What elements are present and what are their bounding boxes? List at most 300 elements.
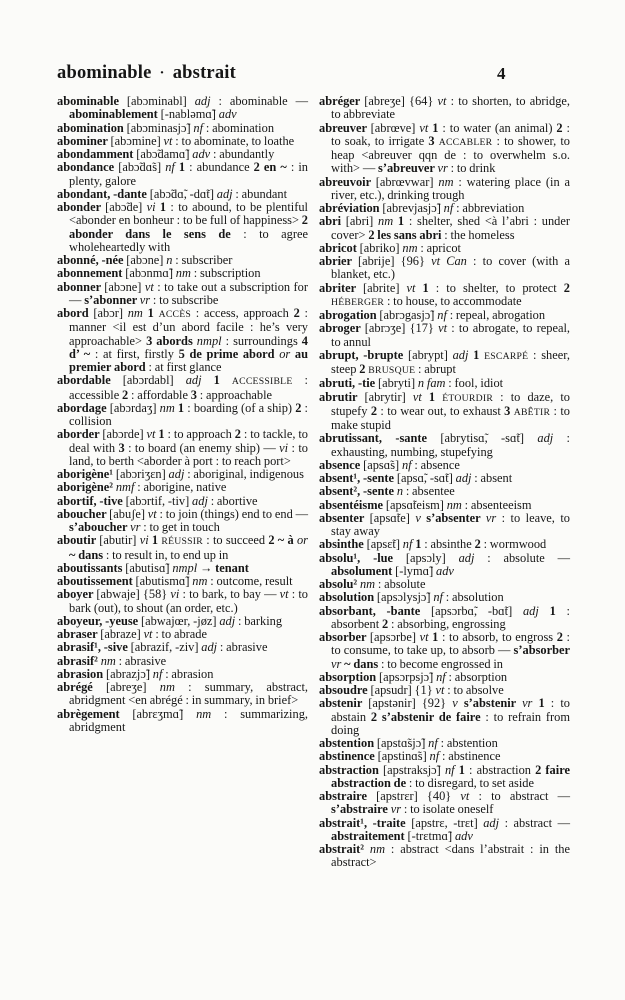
italic-label: nmf: [115, 480, 135, 495]
definition-text: : summary, abstract, abridgment <en abrégé : in summary, in brief>: [69, 680, 308, 708]
dictionary-entry: [57, 655, 308, 668]
bold-text: abrupt, -brupte: [319, 347, 408, 362]
dictionary-entry: [57, 534, 308, 562]
definition-text: [abutisɑ̃]: [125, 560, 173, 575]
definition-text: : to get in touch: [140, 520, 220, 534]
definition-text: : to become engrossed in: [378, 656, 503, 671]
dictionary-entry: [319, 750, 570, 763]
definition-text: : to consume, to take up, to absorb —: [331, 630, 570, 658]
dictionary-entry: [57, 374, 308, 402]
italic-label: nf: [436, 669, 446, 684]
dictionary-entry: [319, 538, 570, 551]
definition-text: [abutismɑ̃]: [135, 574, 193, 588]
bold-text: absentéisme: [319, 497, 386, 512]
definition-text: : to water (an animal): [438, 120, 557, 135]
bold-text: 1: [421, 389, 443, 404]
italic-label: nm: [100, 653, 116, 668]
dictionary-entry: [319, 432, 570, 459]
definition-text: : wormwood: [480, 537, 547, 552]
bold-text: 3: [118, 440, 125, 455]
italic-label: adv: [192, 147, 211, 161]
definition-text: : absence: [411, 457, 460, 472]
column-right: [319, 95, 570, 870]
italic-label: vt: [460, 789, 470, 803]
dictionary-entry: [57, 122, 308, 135]
italic-label: vt: [406, 280, 416, 295]
definition-text: : watering place (in a river, etc.), drinking trough: [331, 174, 570, 202]
definition-text: [abɔne]: [126, 253, 167, 267]
definition-text: : to abrade: [152, 627, 208, 641]
definition-text: : to succeed: [202, 533, 269, 548]
definition-text: [abriko]: [359, 240, 403, 255]
bold-text: 1: [428, 120, 439, 135]
last-guide-word: abstrait: [172, 63, 236, 83]
bold-text: 3: [190, 387, 197, 402]
bold-text: abruti, -tie: [319, 376, 378, 391]
bold-text: abrasion: [57, 666, 106, 681]
definition-text: [abrœve]: [370, 120, 420, 135]
dictionary-entry: [319, 671, 570, 684]
page-number: 4: [497, 64, 506, 83]
italic-label: nf: [443, 201, 454, 215]
dictionary-entry: [57, 307, 308, 374]
dictionary-entry: [319, 322, 570, 349]
definition-text: [apsɔrbe]: [369, 630, 420, 644]
bold-text: au premier abord: [69, 346, 308, 374]
definition-text: [-lymɑ̃]: [395, 563, 437, 578]
definition-text: [abrite]: [362, 280, 407, 295]
dictionary-entry: [319, 176, 570, 203]
definition-text: : abstract <dans l’abstrait : in the abstract>: [331, 842, 570, 870]
definition-text: : accessible: [69, 373, 308, 402]
definition-text: [abwajœr, -jøz]: [140, 613, 220, 628]
bold-text: abominer: [57, 133, 111, 148]
definition-text: [abrije] {96}: [357, 254, 432, 268]
italic-label: vr: [130, 520, 141, 534]
bold-text: absent¹, -sente: [319, 471, 397, 485]
italic-label: nm: [438, 174, 454, 189]
italic-label: adj: [522, 603, 539, 618]
definition-text: [abrazjɔ̃]: [105, 666, 153, 681]
definition-text: : summarizing, abridgment: [69, 706, 308, 734]
synonym-smallcaps: ACCESSIBLE: [231, 376, 293, 388]
definition-text: : in plenty, galore: [69, 160, 308, 188]
definition-text: : abstract —: [499, 815, 570, 830]
definition-text: : to isolate oneself: [401, 802, 494, 817]
italic-label: nf: [401, 457, 412, 472]
dictionary-entry: [319, 737, 570, 750]
italic-label: adj: [537, 431, 554, 446]
definition-text: [abɔrde]: [102, 427, 147, 442]
dictionary-entry: [319, 349, 570, 378]
definition-text: : to disregard, to set aside: [406, 775, 535, 790]
italic-label: vt: [412, 389, 422, 404]
bold-text: 1: [155, 427, 165, 442]
bold-text: s’absorber: [513, 643, 570, 658]
definition-text: : to soak, to irrigate: [331, 120, 570, 148]
italic-label: vt: [435, 683, 445, 697]
bold-text: abonné, -née: [57, 253, 127, 267]
italic-label: vi: [139, 533, 149, 548]
definition-text: [abryti]: [377, 376, 418, 391]
bold-text: abstraction: [319, 762, 384, 777]
dictionary-entry: [319, 282, 570, 310]
dictionary-entry: [319, 485, 570, 498]
italic-label: adj: [194, 94, 211, 108]
bold-text: absorber: [319, 630, 370, 644]
bold-text: 3: [504, 403, 514, 418]
definition-text: [-nabləmɑ̃]: [160, 107, 219, 122]
definition-text: : to board (an enemy ship) —: [124, 440, 280, 455]
definition-text: [apsɔlysjɔ̃]: [376, 590, 434, 605]
italic-label: nf: [165, 160, 175, 175]
bold-text: 1: [468, 347, 485, 362]
definition-text: : aboriginal, indigenous: [184, 467, 304, 481]
bold-text: abrutissant, -sante: [319, 431, 441, 446]
dictionary-entry: [319, 591, 570, 604]
definition-text: : abstinence: [439, 749, 501, 764]
definition-text: [apstrɛr] {40}: [376, 789, 461, 803]
definition-text: : exhausting, numbing, stupefying: [331, 431, 570, 459]
italic-label: or: [279, 346, 291, 361]
definition-text: : to absolve: [444, 683, 504, 697]
bold-text: abonder: [57, 200, 106, 214]
definition-text: [apstraksjɔ̃]: [383, 762, 445, 777]
definition-text: : absorbing, engrossing: [388, 616, 506, 631]
italic-label: v: [452, 696, 458, 711]
definition-text: [abrɛʒmɑ̃]: [132, 706, 197, 721]
definition-text: [abɔ̃dɑ̃s]: [118, 160, 166, 175]
definition-text: [abɔrdaʒ]: [109, 400, 160, 415]
definition-text: [apsɔrpsjɔ̃]: [378, 669, 437, 684]
definition-text: : abundance: [185, 160, 254, 175]
definition-text: : boarding (of a ship): [184, 400, 296, 415]
definition-text: : abrasive: [115, 653, 167, 668]
italic-label: nm: [402, 240, 418, 255]
definition-text: : at first glance: [145, 360, 222, 374]
bold-text: 1: [174, 160, 186, 175]
definition-text: [abɔminabl]: [126, 94, 195, 108]
bold-text: 2: [381, 616, 389, 631]
bold-text: 3: [428, 133, 439, 148]
definition-text: [abɔ̃dɑ̃, -dɑ̃t]: [149, 186, 217, 201]
italic-label: vi: [170, 587, 180, 602]
definition-text: : abortive: [207, 493, 258, 508]
dictionary-entry: [57, 188, 308, 201]
bold-text: abondant, -dante: [57, 186, 150, 201]
definition-text: : approachable: [196, 387, 273, 402]
bold-text: 2: [293, 306, 300, 320]
italic-label: n: [396, 484, 404, 499]
definition-text: : absenteeism: [461, 497, 532, 512]
definition-text: [apsɛ̃t]: [366, 537, 403, 552]
italic-label: n fam: [417, 376, 446, 391]
synonym-smallcaps: ABÊTIR: [513, 406, 551, 418]
dictionary-entry: [319, 697, 570, 737]
definition-text: : absent: [471, 471, 513, 485]
dictionary-entry: [319, 202, 570, 215]
italic-label: nf: [433, 590, 443, 605]
dictionary-entry: [57, 615, 308, 628]
bold-text: abordage: [57, 400, 110, 415]
bold-text: abri: [319, 214, 346, 229]
dictionary-entry: [319, 512, 570, 539]
definition-text: [abrɔʒe] {17}: [364, 321, 439, 336]
definition-text: : to bark, to bay —: [179, 587, 280, 602]
definition-text: [apsɑ̃s]: [363, 457, 402, 472]
definition-text: [abrazif, -ziv]: [130, 640, 202, 655]
italic-label: adj: [455, 471, 472, 485]
italic-label: adj: [168, 467, 185, 481]
definition-text: : absinthe: [421, 537, 475, 552]
dictionary-entry: [57, 681, 308, 708]
italic-label: nm: [369, 842, 386, 856]
bold-text: abstrait²: [319, 842, 370, 856]
synonym-smallcaps: ÉTOURDIR: [442, 392, 494, 404]
dictionary-entry: [319, 684, 570, 697]
dictionary-entry: [319, 95, 570, 122]
definition-text: : shelter, shed <à l’abri : under cover>: [331, 214, 570, 242]
definition-text: : abrasion: [162, 666, 214, 681]
definition-text: : manner <il est d’un abord facile : he’s very approachable>: [69, 306, 308, 348]
dictionary-entry: [57, 95, 308, 122]
bold-text: 1: [201, 373, 232, 388]
italic-label: vr: [331, 656, 342, 671]
bold-text: 1: [454, 762, 465, 777]
definition-text: [abrœvwar]: [375, 174, 439, 189]
definition-text: : to approach: [164, 427, 235, 442]
dictionary-entry: [57, 468, 308, 481]
definition-text: : to agree wholeheartedly with: [69, 226, 309, 254]
definition-text: : absorption: [445, 669, 508, 684]
dictionary-entry: [57, 161, 308, 188]
italic-label: nm: [378, 214, 394, 229]
italic-label: v: [415, 510, 421, 525]
italic-label: nf: [402, 537, 413, 552]
bold-text: 1: [174, 400, 185, 415]
italic-label: adj: [458, 550, 475, 565]
bold-text: absenter: [319, 510, 370, 525]
italic-label: adj: [201, 640, 218, 655]
bold-text: 1: [148, 533, 162, 548]
definition-text: : absorbent: [331, 603, 570, 631]
definition-text: : abundant: [232, 186, 288, 201]
italic-label: vi: [279, 440, 289, 455]
bold-text: abrier: [319, 254, 358, 268]
bold-text: abraser: [57, 627, 101, 641]
definition-text: [abɔmine]: [110, 133, 164, 148]
bold-text: s’absenter: [420, 510, 486, 525]
italic-label: vi: [146, 200, 156, 214]
italic-label: nm: [159, 400, 175, 415]
italic-label: adj: [219, 613, 236, 628]
guide-word-separator: ·: [159, 65, 165, 81]
italic-label: vt: [279, 587, 289, 602]
dictionary-entry: [319, 605, 570, 632]
bold-text: 2: [556, 120, 563, 135]
synonym-smallcaps: RÉUSSIR: [161, 536, 203, 548]
bold-text: absorption: [319, 669, 379, 684]
definition-text: [apsɑ̃teism]: [385, 497, 447, 512]
bold-text: abondamment: [57, 147, 137, 161]
dictionary-entry: [57, 668, 308, 681]
definition-text: : to refrain from doing: [331, 709, 571, 737]
italic-label: vt: [437, 94, 447, 108]
dictionary-entry: [319, 472, 570, 485]
definition-text: [abrypt]: [407, 347, 453, 362]
definition-text: : to daze, to stupefy: [331, 389, 571, 418]
definition-text: [abɔrdabl]: [122, 373, 186, 388]
bold-text: ~ dans: [341, 656, 379, 671]
italic-label: vt: [438, 321, 448, 336]
bold-text: absolument: [331, 563, 396, 578]
definition-text: [apsɑ̃, -sɑ̃t]: [396, 471, 456, 485]
definition-text: [apsɔrbɑ̃, -bɑ̃t]: [431, 603, 523, 618]
definition-text: : to bark (out), to shout (an order, etc.): [69, 587, 308, 615]
dictionary-entry: [319, 377, 570, 390]
bold-text: s’abreuver: [378, 161, 438, 176]
bold-text: abrasif¹, -sive: [57, 640, 131, 655]
definition-text: [abuʃe]: [109, 506, 148, 521]
bold-text: abstraitement: [331, 828, 408, 843]
dictionary-entry: [319, 552, 570, 579]
bold-text: aborigène²: [57, 480, 116, 495]
dictionary-entry: [57, 281, 308, 308]
bold-text: 1: [538, 603, 556, 618]
definition-text: : barking: [235, 613, 283, 628]
definition-text: : absolute —: [474, 550, 570, 565]
definition-text: [apstənir] {92}: [368, 696, 453, 711]
bold-text: absorbant, -bante: [319, 603, 432, 618]
definition-text: : fool, idiot: [445, 376, 504, 391]
definition-text: : aborigine, native: [134, 480, 227, 495]
definition-text: : abstraction: [464, 762, 536, 777]
dictionary-entry: [319, 817, 570, 844]
dictionary-entry: [57, 402, 308, 429]
definition-text: : to abstain: [331, 696, 570, 724]
italic-label: vr: [485, 510, 497, 525]
definition-text: [apsudr] {1}: [370, 683, 436, 697]
dictionary-entry: [319, 309, 570, 322]
definition-text: : abbreviation: [453, 201, 525, 215]
italic-label: adj: [452, 347, 469, 362]
synonym-smallcaps: HÉBERGER: [331, 296, 385, 308]
definition-text: : sheer, steep: [331, 347, 570, 376]
definition-text: : to wear out, to exhaust: [377, 403, 505, 418]
definition-text: : absolute: [375, 577, 426, 591]
definition-text: : surroundings: [221, 333, 302, 348]
bold-text: abreuvoir: [319, 174, 376, 189]
bold-text: 5 de prime abord: [178, 346, 280, 361]
dictionary-entry: [57, 562, 308, 575]
italic-label: nm: [159, 680, 175, 694]
dictionary-entry: [319, 764, 570, 791]
dictionary-entry: [319, 631, 570, 671]
bold-text: abstenir: [319, 696, 369, 711]
italic-label: nmpl: [196, 333, 222, 348]
definition-text: →: [197, 560, 216, 575]
definition-text: [abɔrtif, -tiv]: [125, 493, 193, 508]
definition-text: [abwaje] {58}: [96, 587, 171, 602]
definition-text: : subscription: [190, 266, 261, 281]
italic-label: vt: [144, 279, 154, 294]
italic-label: vr: [390, 802, 402, 817]
bold-text: 2: [474, 537, 481, 552]
dictionary-entry: [57, 708, 308, 735]
bold-text: abomination: [57, 120, 127, 135]
bold-text: 2 faire abstraction de: [331, 762, 570, 790]
definition-text: : to abound, to be plentiful <abonder en bonheur : to be full of happiness>: [69, 200, 308, 228]
definition-text: [abrevjasjɔ̃]: [382, 201, 444, 215]
definition-text: [abɔr]: [93, 306, 128, 320]
italic-label: vr: [437, 161, 448, 176]
definition-text: : affordable: [128, 387, 191, 402]
dictionary-entry: [319, 499, 570, 512]
dictionary-entry: [57, 508, 308, 535]
definition-text: : to house, to accommodate: [384, 293, 522, 308]
definition-text: : to shorten, to abridge, to abbreviate: [331, 94, 570, 122]
bold-text: 2 abonder dans le sens de: [69, 213, 308, 241]
dictionary-entry: [319, 391, 570, 433]
definition-text: : access, approach: [191, 306, 294, 320]
italic-label: nf: [193, 120, 204, 135]
bold-text: abondance: [57, 160, 119, 175]
bold-text: s’abstenir: [457, 696, 523, 711]
dictionary-entry: [319, 215, 570, 242]
definition-text: : subscriber: [172, 253, 233, 267]
italic-label: nf: [429, 749, 440, 764]
bold-text: tenant: [215, 560, 249, 575]
bold-text: aboyer: [57, 587, 97, 602]
italic-label: vt: [163, 133, 173, 148]
bold-text: 2: [370, 403, 378, 418]
definition-text: [apsɔly]: [405, 550, 459, 565]
definition-text: : abundantly: [210, 147, 275, 161]
definition-text: : outcome, result: [207, 574, 293, 588]
bold-text: aboucher: [57, 506, 110, 521]
synonym-smallcaps: ESCARPÉ: [484, 350, 529, 362]
bold-text: 2: [122, 387, 129, 402]
definition-text: [abutir]: [99, 533, 140, 548]
definition-text: [apsɑ̃te]: [369, 510, 416, 525]
bold-text: abordable: [57, 373, 123, 388]
bold-text: aboutissement: [57, 574, 136, 588]
definition-text: [abraze]: [100, 627, 144, 641]
dictionary-entry: [57, 495, 308, 508]
italic-label: n: [166, 253, 173, 267]
italic-label: nmpl: [172, 560, 198, 575]
bold-text: abréger: [319, 94, 365, 108]
bold-text: abortif, -tive: [57, 493, 126, 508]
dictionary-entry: [319, 242, 570, 255]
bold-text: aborder: [57, 427, 103, 442]
definition-text: : to tackle, to deal with: [69, 427, 308, 455]
italic-label: vt: [146, 427, 156, 442]
dictionary-entry: [57, 254, 308, 267]
italic-label: nm: [446, 497, 462, 512]
definition-text: : apricot: [417, 240, 461, 255]
bold-text: 2 s’abstenir de faire: [370, 709, 481, 724]
dictionary-entry: [57, 481, 308, 494]
definition-text: [abri]: [345, 214, 379, 229]
bold-text: 2: [359, 362, 369, 376]
bold-text: abrègement: [57, 706, 133, 721]
bold-text: abrasif²: [57, 653, 101, 668]
bold-text: abominable: [57, 94, 127, 108]
dictionary-entry: [319, 843, 570, 870]
italic-label: vr: [522, 696, 533, 711]
dictionary-entry: [57, 267, 308, 280]
